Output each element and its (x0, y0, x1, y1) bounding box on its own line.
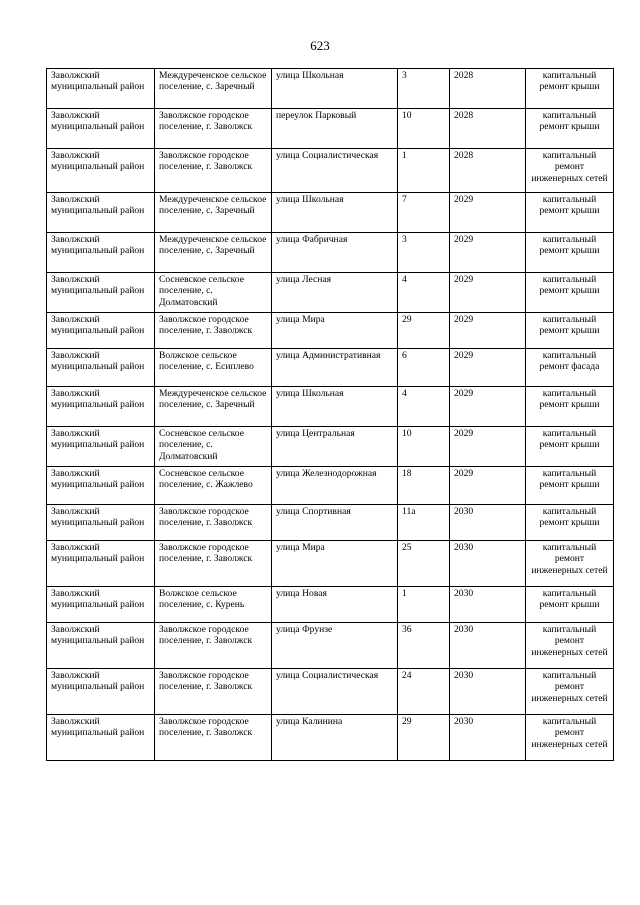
settlement-cell: Волжское сельское поселение, с. Курень (155, 587, 272, 623)
district-cell: Заволжский муниципальный район (47, 149, 155, 193)
table-row (47, 69, 614, 109)
street-cell: улица Фабричная (272, 233, 398, 273)
table-row (47, 233, 614, 273)
year-cell: 2030 (450, 669, 526, 715)
street-cell: улица Социалистическая (272, 149, 398, 193)
street-cell: улица Мира (272, 313, 398, 349)
house-number-cell: 1 (398, 587, 450, 623)
year-cell: 2030 (450, 541, 526, 587)
settlement-cell: Заволжское городское поселение, г. Заволжск (155, 541, 272, 587)
district-cell: Заволжский муниципальный район (47, 313, 155, 349)
year-cell: 2029 (450, 387, 526, 427)
year-cell: 2030 (450, 505, 526, 541)
street-cell: улица Фрунзе (272, 623, 398, 669)
house-number-cell: 36 (398, 623, 450, 669)
house-number-cell: 24 (398, 669, 450, 715)
work-type-cell: капитальный ремонт крыши (526, 387, 614, 427)
district-cell: Заволжский муниципальный район (47, 541, 155, 587)
settlement-cell: Заволжское городское поселение, г. Заволжск (155, 505, 272, 541)
house-number-cell: 29 (398, 715, 450, 761)
work-type-cell: капитальный ремонт крыши (526, 69, 614, 109)
district-cell: Заволжский муниципальный район (47, 349, 155, 387)
district-cell: Заволжский муниципальный район (47, 387, 155, 427)
year-cell: 2028 (450, 109, 526, 149)
table-row (47, 387, 614, 427)
settlement-cell: Заволжское городское поселение, г. Заволжск (155, 715, 272, 761)
work-type-cell: капитальный ремонт инженерных сетей (526, 623, 614, 669)
work-type-cell: капитальный ремонт инженерных сетей (526, 541, 614, 587)
district-cell: Заволжский муниципальный район (47, 69, 155, 109)
settlement-cell: Междуреченское сельское поселение, с. Заречный (155, 193, 272, 233)
work-type-cell: капитальный ремонт крыши (526, 233, 614, 273)
table-row (47, 467, 614, 505)
house-number-cell: 7 (398, 193, 450, 233)
street-cell: улица Новая (272, 587, 398, 623)
work-type-cell: капитальный ремонт крыши (526, 273, 614, 313)
table-row (47, 623, 614, 669)
work-type-cell: капитальный ремонт крыши (526, 427, 614, 467)
district-cell: Заволжский муниципальный район (47, 233, 155, 273)
year-cell: 2029 (450, 349, 526, 387)
house-number-cell: 3 (398, 233, 450, 273)
settlement-cell: Сосневское сельское поселение, с. Долматовский (155, 427, 272, 467)
street-cell: улица Социалистическая (272, 669, 398, 715)
district-cell: Заволжский муниципальный район (47, 669, 155, 715)
year-cell: 2030 (450, 715, 526, 761)
table-row (47, 541, 614, 587)
district-cell: Заволжский муниципальный район (47, 623, 155, 669)
year-cell: 2029 (450, 193, 526, 233)
table-row (47, 149, 614, 193)
house-number-cell: 6 (398, 349, 450, 387)
year-cell: 2029 (450, 273, 526, 313)
year-cell: 2030 (450, 623, 526, 669)
work-type-cell: капитальный ремонт крыши (526, 193, 614, 233)
work-type-cell: капитальный ремонт крыши (526, 313, 614, 349)
table-row (47, 669, 614, 715)
street-cell: улица Лесная (272, 273, 398, 313)
settlement-cell: Заволжское городское поселение, г. Заволжск (155, 669, 272, 715)
work-type-cell: капитальный ремонт инженерных сетей (526, 669, 614, 715)
house-number-cell: 10 (398, 427, 450, 467)
year-cell: 2028 (450, 149, 526, 193)
table-row (47, 193, 614, 233)
page-number: 623 (310, 38, 330, 53)
district-cell: Заволжский муниципальный район (47, 109, 155, 149)
house-number-cell: 3 (398, 69, 450, 109)
district-cell: Заволжский муниципальный район (47, 193, 155, 233)
house-number-cell: 10 (398, 109, 450, 149)
house-number-cell: 1 (398, 149, 450, 193)
table-row (47, 587, 614, 623)
street-cell: улица Центральная (272, 427, 398, 467)
settlement-cell: Заволжское городское поселение, г. Заволжск (155, 313, 272, 349)
street-cell: улица Школьная (272, 193, 398, 233)
street-cell: улица Мира (272, 541, 398, 587)
settlement-cell: Сосневское сельское поселение, с. Жажлево (155, 467, 272, 505)
table-row (47, 505, 614, 541)
district-cell: Заволжский муниципальный район (47, 505, 155, 541)
work-type-cell: капитальный ремонт крыши (526, 109, 614, 149)
table-body (47, 69, 614, 761)
street-cell: улица Школьная (272, 69, 398, 109)
table-row (47, 715, 614, 761)
year-cell: 2029 (450, 233, 526, 273)
house-number-cell: 25 (398, 541, 450, 587)
work-type-cell: капитальный ремонт инженерных сетей (526, 149, 614, 193)
year-cell: 2029 (450, 467, 526, 505)
house-number-cell: 4 (398, 387, 450, 427)
work-type-cell: капитальный ремонт фасада (526, 349, 614, 387)
work-type-cell: капитальный ремонт крыши (526, 505, 614, 541)
street-cell: переулок Парковый (272, 109, 398, 149)
street-cell: улица Калинина (272, 715, 398, 761)
work-type-cell: капитальный ремонт крыши (526, 587, 614, 623)
district-cell: Заволжский муниципальный район (47, 715, 155, 761)
district-cell: Заволжский муниципальный район (47, 587, 155, 623)
district-cell: Заволжский муниципальный район (47, 427, 155, 467)
house-number-cell: 18 (398, 467, 450, 505)
table-row (47, 109, 614, 149)
settlement-cell: Заволжское городское поселение, г. Заволжск (155, 109, 272, 149)
house-number-cell: 11а (398, 505, 450, 541)
settlement-cell: Сосневское сельское поселение, с. Долматовский (155, 273, 272, 313)
settlement-cell: Заволжское городское поселение, г. Заволжск (155, 149, 272, 193)
settlement-cell: Волжское сельское поселение, с. Есиплево (155, 349, 272, 387)
year-cell: 2028 (450, 69, 526, 109)
year-cell: 2030 (450, 587, 526, 623)
work-type-cell: капитальный ремонт инженерных сетей (526, 715, 614, 761)
street-cell: улица Железнодорожная (272, 467, 398, 505)
table-row (47, 349, 614, 387)
district-cell: Заволжский муниципальный район (47, 273, 155, 313)
street-cell: улица Спортивная (272, 505, 398, 541)
house-number-cell: 4 (398, 273, 450, 313)
settlement-cell: Междуреченское сельское поселение, с. Заречный (155, 69, 272, 109)
settlement-cell: Междуреченское сельское поселение, с. Заречный (155, 387, 272, 427)
table-row (47, 427, 614, 467)
district-cell: Заволжский муниципальный район (47, 467, 155, 505)
house-number-cell: 29 (398, 313, 450, 349)
year-cell: 2029 (450, 313, 526, 349)
street-cell: улица Школьная (272, 387, 398, 427)
repair-schedule-table (46, 68, 614, 761)
table-row (47, 313, 614, 349)
table-row (47, 273, 614, 313)
settlement-cell: Междуреченское сельское поселение, с. Заречный (155, 233, 272, 273)
street-cell: улица Административная (272, 349, 398, 387)
year-cell: 2029 (450, 427, 526, 467)
settlement-cell: Заволжское городское поселение, г. Заволжск (155, 623, 272, 669)
work-type-cell: капитальный ремонт крыши (526, 467, 614, 505)
